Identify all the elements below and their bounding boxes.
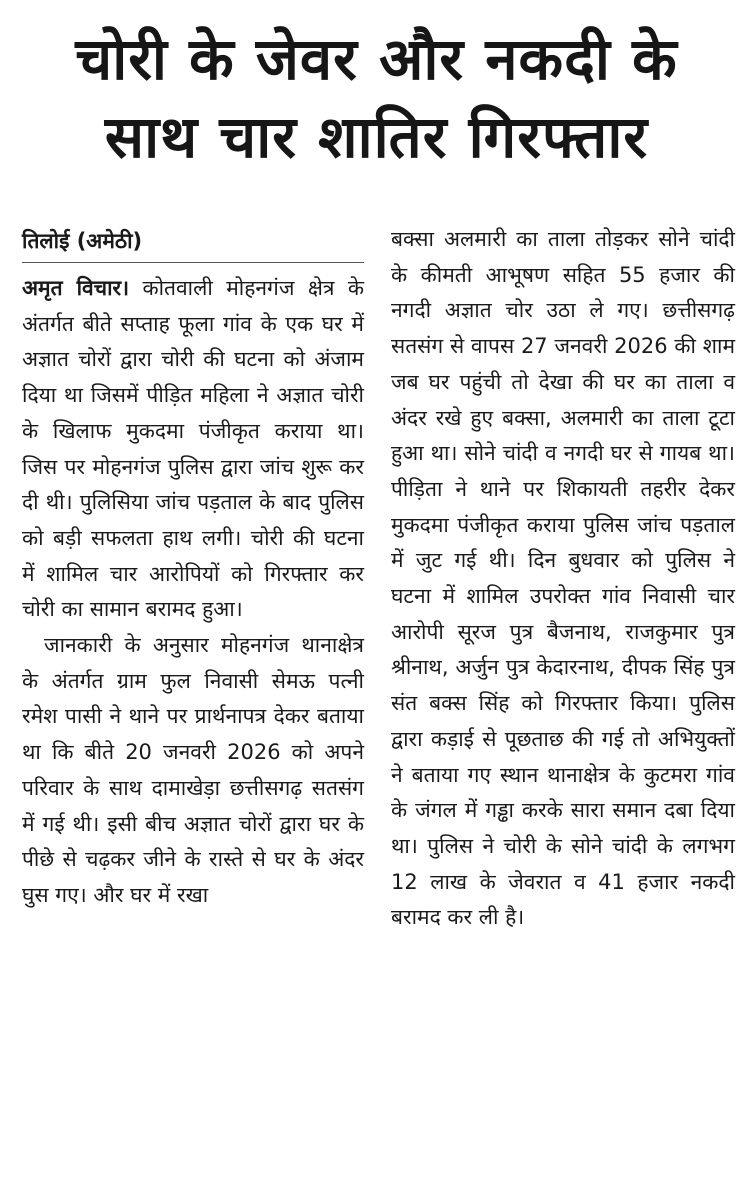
article-column-right xyxy=(391,222,735,936)
paragraph-2-left: जानकारी के अनुसार मोहनगंज थानाक्षेत्र के अंतर्गत ग्राम फुल निवासी सेमऊ पत्नी रमेश पासी ने थाने पर प्रार्थनापत्र देकर बताया था कि बीते 20 जनवरी 2026 को अपने परिवार के साथ दामाखेड़ा छत्तीसगढ़ सतसंग में गई थी। इसी बीच अज्ञात चोरों द्वारा घर के पीछे से चढ़कर जीने के रास्ते से घर के अंदर घुस गए। और घर में रखा xyxy=(22,633,364,907)
article-column-left xyxy=(22,224,364,914)
headline-line-1: चोरी के जेवर और नकदी के xyxy=(75,25,678,93)
lead-in: अमृत विचार। xyxy=(22,276,130,300)
headline-line-2: साथ चार शातिर गिरफ्तार xyxy=(104,103,649,171)
headline xyxy=(0,20,753,176)
dateline: तिलोई (अमेठी) xyxy=(22,224,364,263)
paragraph-1-text: कोतवाली मोहनगंज क्षेत्र के अंतर्गत बीते सप्ताह फूला गांव के एक घर में अज्ञात चोरों द्वारा चोरी की घटना को अंजाम दिया था जिसमें पीड़ित महिला ने अज्ञात चोरी के खिलाफ मुकदमा पंजीकृत कराया था। जिस पर मोहनगंज पुलिस द्वारा जांच शुरू कर दी थी। पुलिसिया जांच पड़ताल के बाद पुलिस को बड़ी सफलता हाथ लगी। चोरी की घटना में शामिल चार आरोपियों को गिरफ्तार कर चोरी का सामान बरामद हुआ। xyxy=(22,276,365,622)
paragraph-1 xyxy=(22,271,364,628)
paragraph-2-right: बक्सा अलमारी का ताला तोड़कर सोने चांदी के कीमती आभूषण सहित 55 हजार की नगदी अज्ञात चोर उठा ले गए। छत्तीसगढ़ सतसंग से वापस 27 जनवरी 2026 की शाम जब घर पहुंची तो देखा की घर का ताला व अंदर रखे हुए बक्सा, अलमारी का ताला टूटा हुआ था। सोने चांदी व नगदी घर से गायब था। पीड़िता ने थाने पर शिकायती तहरीर देकर मुकदमा पंजीकृत कराया पुलिस जांच पड़ताल में जुट गई थी। दिन बुधवार को पुलिस ने घटना में शामिल उपरोक्त गांव निवासी चार आरोपी सूरज पुत्र बैजनाथ, राजकुमार पुत्र श्रीनाथ, अर्जुन पुत्र केदारनाथ, दीपक सिंह पुत्र संत बक्स सिंह को गिरफ्तार किया। पुलिस द्वारा कड़ाई से पूछताछ की गई तो अभियुक्तों ने बताया गए स्थान थानाक्षेत्र के कुटमरा गांव के जंगल में गड्ढा करके सारा समान दबा दिया था। पुलिस ने चोरी के सोने चांदी के लगभग 12 लाख के जेवरात व 41 हजार नकदी बरामद कर ली है। xyxy=(391,227,735,930)
